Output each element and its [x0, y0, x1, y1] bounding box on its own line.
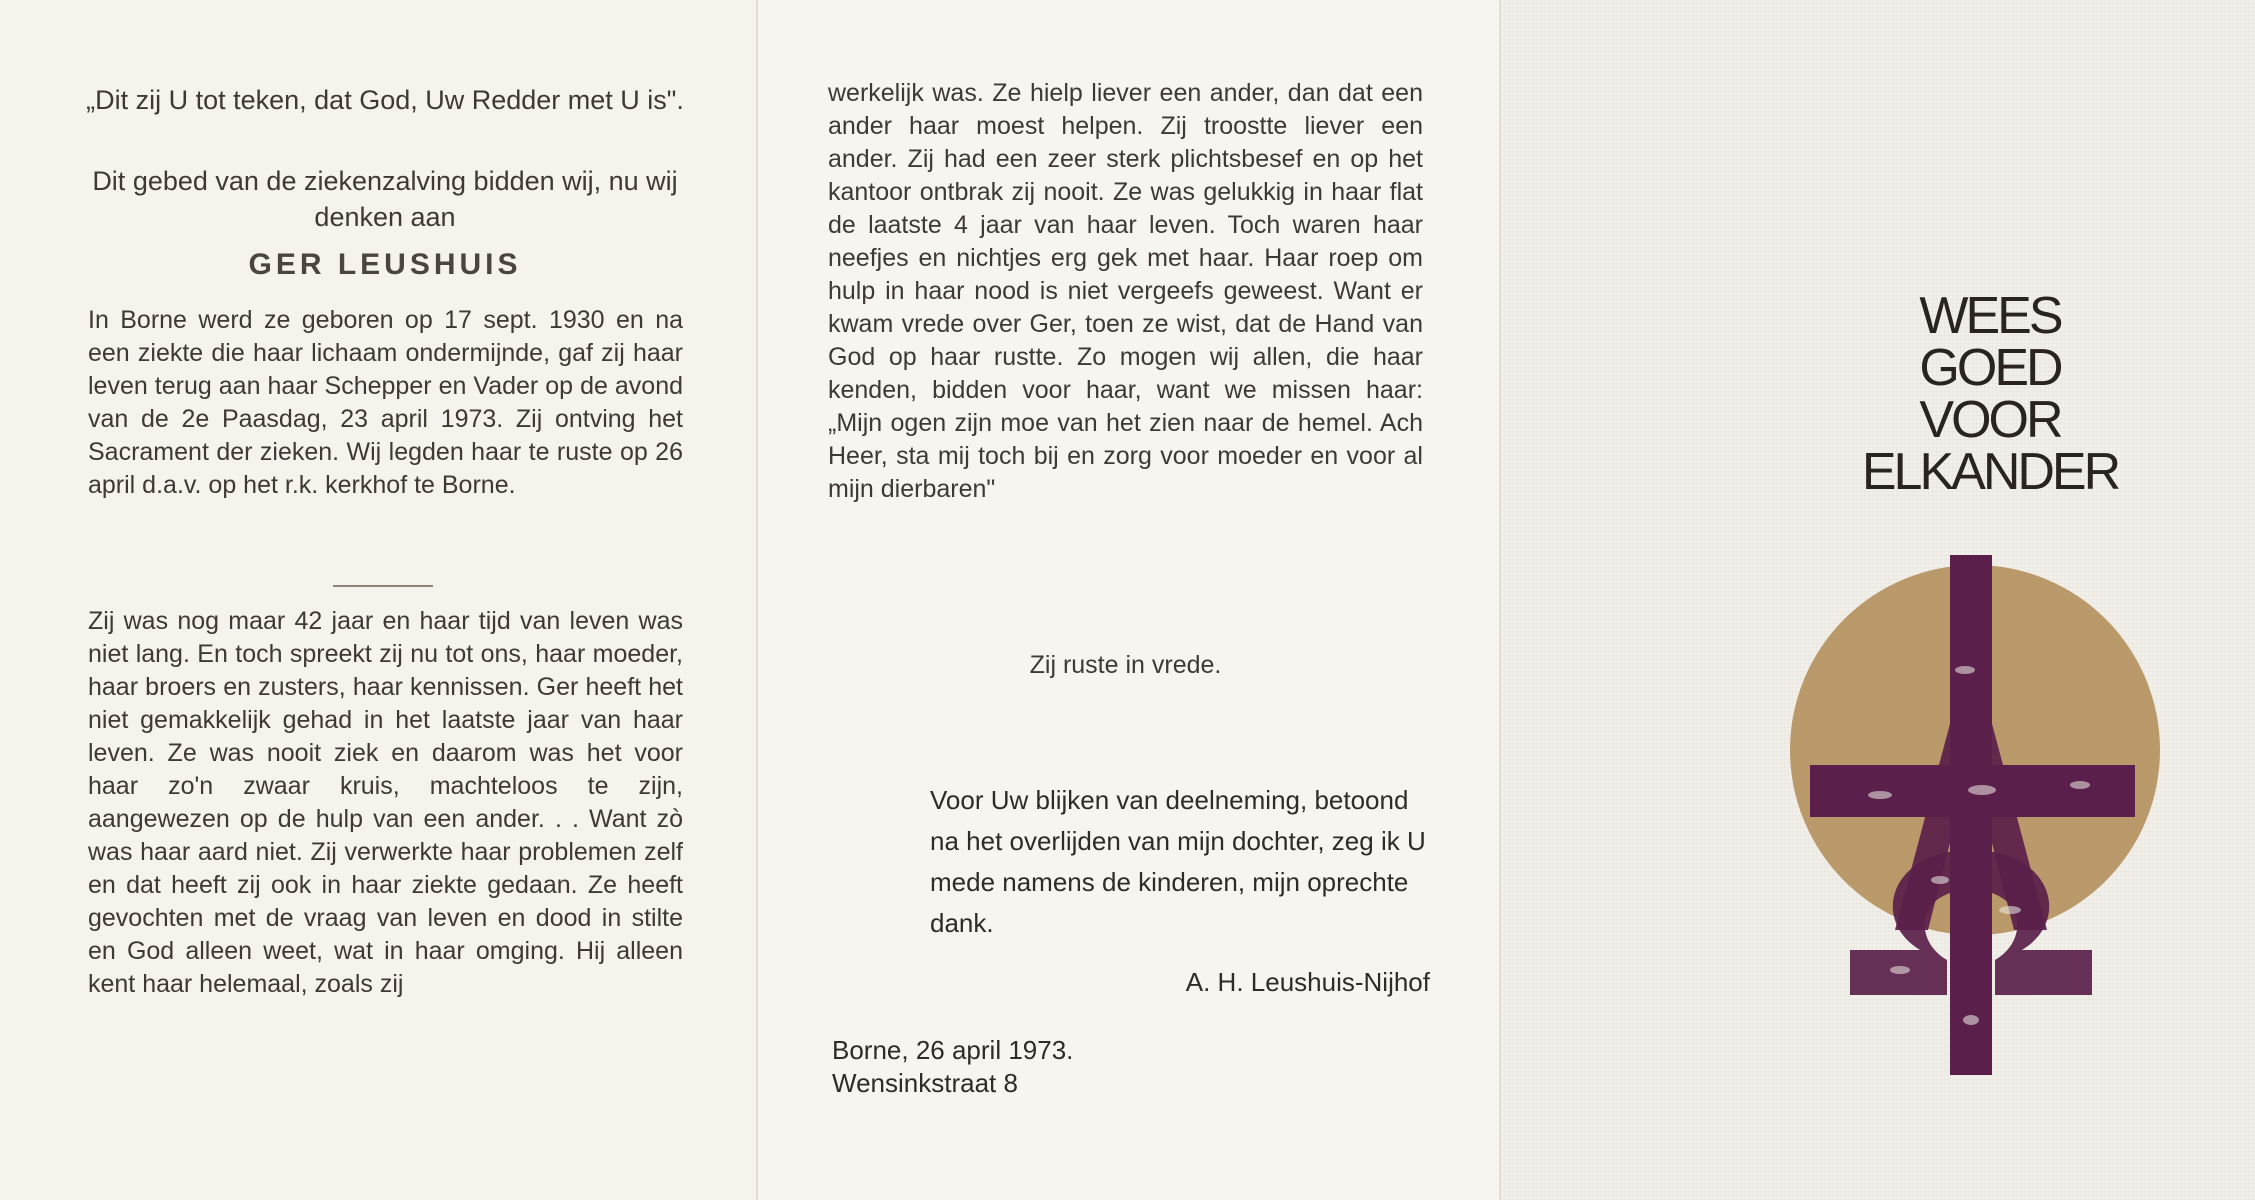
remembrance-text: Zij was nog maar 42 jaar en haar tijd van leven was niet lang. En toch spreekt zij nu tot ons, haar moeder, haar broers en zusters, haar kennissen. Ger heeft het niet gemakkelijk gehad in het laatste jaar van haar leven. Ze was nooit ziek en daarom was het voor haar zo'n zwaar kruis, machteloos te zijn, aangewezen op de hulp van een ander. . . Want zò was haar aard niet. Zij verwerkte haar problemen zelf en dat heeft zij ook in haar ziekte gedaan. Ze heeft gevochten met de vraag van leven en dood in stilte en God alleen weet, wat in haar omging. Hij alleen kent haar helemaal, zoals zij [88, 607, 683, 998]
signer-name: A. H. Leushuis-Nijhof [1185, 967, 1430, 997]
rest-in-peace: Zij ruste in vrede. [1029, 651, 1222, 679]
deceased-name: GER LEUSHUIS [248, 248, 522, 281]
fold-line-right [1499, 0, 1501, 1200]
thanks-message: Voor Uw blijken van deelneming, betoond na het overlijden van mijn dochter, zeg ik U mede namens de kinderen, mijn oprechte dank. [930, 785, 1426, 938]
biography-paragraph: In Borne werd ze geboren op 17 sept. 1930 en na een ziekte die haar lichaam ondermijnde, gaf zij haar leven terug aan haar Schepper en Vader op de avond van de 2e Paasdag, 23 april 1973. Zij ontving het Sacrament der zieken. Wij legden haar te ruste op 26 april d.a.v. op het r.k. kerkhof te Borne. [88, 306, 683, 499]
cross-alpha-omega-emblem [1760, 550, 2200, 1090]
title-line: VOOR [1919, 391, 2061, 449]
title-line: GOED [1919, 339, 2061, 397]
opening-quote: „Dit zij U tot teken, dat God, Uw Redder met U is". [86, 85, 684, 115]
fold-line-left [756, 0, 758, 1200]
cover-title [1860, 287, 2120, 501]
prayer-intro: Dit gebed van de ziekenzalving bidden wij, nu wij denken aan [92, 166, 678, 232]
divider [333, 585, 433, 587]
address: Wensinkstraat 8 [832, 1068, 1018, 1098]
place-date: Borne, 26 april 1973. [832, 1035, 1074, 1065]
remembrance-continuation: werkelijk was. Ze hielp liever een ander, dan dat een ander haar moest helpen. Zij troostte liever een ander. Zij had een zeer sterk plichtsbesef en op het kantoor ontbrak zij nooit. Ze was gelukkig in haar flat de laatste 4 jaar van haar leven. Toch waren haar neefjes en nichtjes erg gek met haar. Haar roep om hulp in haar nood is niet vergeefs geweest. Want er kwam vrede over Ger, toen ze wist, dat de Hand van God op haar rustte. Zo mogen wij allen, die haar kenden, bidden voor haar, want we missen haar: „Mijn ogen zijn moe van het zien naar de hemel. Ach Heer, sta mij toch bij en zorg voor moeder en voor al mijn dierbaren" [828, 79, 1423, 503]
title-line: ELKANDER [1861, 443, 2119, 501]
title-line: WEES [1919, 287, 2061, 345]
place-date-address [832, 1034, 1332, 1100]
